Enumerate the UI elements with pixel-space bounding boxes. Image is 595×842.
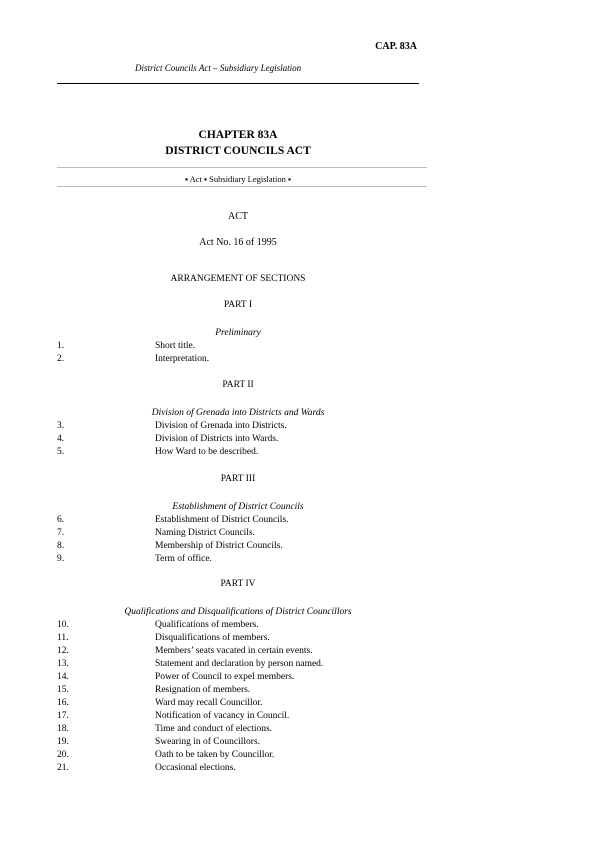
section-number: 10. (57, 620, 69, 630)
nav-rule-bottom (57, 186, 427, 187)
section-number: 14. (57, 672, 69, 682)
part-subtitle: Division of Grenada into Districts and Wards (151, 408, 325, 418)
nav-rule-top (57, 167, 427, 168)
section-title: Time and conduct of elections. (155, 724, 273, 734)
chapter-title-line2: DISTRICT COUNCILS ACT (165, 145, 311, 157)
chapter-title (57, 127, 419, 159)
section-number: 1. (57, 341, 65, 351)
act-number: Act No. 16 of 1995 (199, 237, 277, 248)
part-label: PART IV (220, 579, 256, 589)
header-rule (57, 83, 419, 84)
section-title: Statement and declaration by person named. (155, 659, 324, 669)
part-label: PART I (223, 300, 253, 310)
section-title: Short title. (155, 341, 196, 351)
part-subtitle: Qualifications and Disqualifications of District Councillors (124, 607, 352, 617)
section-number: 21. (57, 763, 69, 773)
section-title: Interpretation. (155, 354, 210, 364)
act-heading: ACT (228, 211, 248, 222)
section-number: 8. (57, 541, 65, 551)
part-label: PART III (220, 474, 256, 484)
section-title: Division of Grenada into Districts. (155, 421, 287, 431)
section-number: 5. (57, 447, 65, 457)
part-subtitle: Establishment of District Councils (172, 502, 304, 512)
part-label: PART II (222, 380, 254, 390)
section-title: Establishment of District Councils. (155, 515, 289, 525)
chapter-title-line1: CHAPTER 83A (198, 129, 278, 141)
section-title: Division of Districts into Wards. (155, 434, 279, 444)
section-title: Oath to be taken by Councillor. (155, 750, 275, 760)
section-title: Naming District Councils. (155, 528, 256, 538)
arrangement-heading: ARRANGEMENT OF SECTIONS (170, 274, 306, 284)
section-title: Ward may recall Councillor. (155, 698, 263, 708)
section-number: 11. (57, 633, 69, 643)
section-title: Power of Council to expel members. (155, 672, 295, 682)
section-number: 6. (57, 515, 65, 525)
section-number: 2. (57, 354, 65, 364)
section-number: 20. (57, 750, 69, 760)
section-title: Membership of District Councils. (155, 541, 283, 551)
section-title: Qualifications of members. (155, 620, 259, 630)
section-number: 13. (57, 659, 69, 669)
section-title: Term of office. (155, 554, 212, 564)
section-number: 19. (57, 737, 69, 747)
section-title: Notification of vacancy in Council. (155, 711, 290, 721)
section-title: Disqualifications of members. (155, 633, 270, 643)
section-number: 4. (57, 434, 65, 444)
section-number: 7. (57, 528, 65, 538)
running-title: District Councils Act – Subsidiary Legislation (135, 63, 302, 73)
section-number: 18. (57, 724, 69, 734)
section-title: Occasional elections. (155, 763, 236, 773)
section-title: Resignation of members. (155, 685, 251, 695)
chapter-number-header: CAP. 83A (375, 41, 417, 52)
document-nav[interactable]: ▪ Act ▪ Subsidiary Legislation ▪ (184, 174, 292, 184)
section-title: Swearing in of Councillors. (155, 737, 261, 747)
section-title: Members’ seats vacated in certain events. (155, 646, 313, 656)
section-number: 9. (57, 554, 65, 564)
section-number: 15. (57, 685, 69, 695)
section-title: How Ward to be described. (155, 447, 259, 457)
section-number: 17. (57, 711, 69, 721)
part-subtitle: Preliminary (215, 328, 261, 338)
section-number: 16. (57, 698, 69, 708)
section-number: 3. (57, 421, 65, 431)
section-number: 12. (57, 646, 69, 656)
